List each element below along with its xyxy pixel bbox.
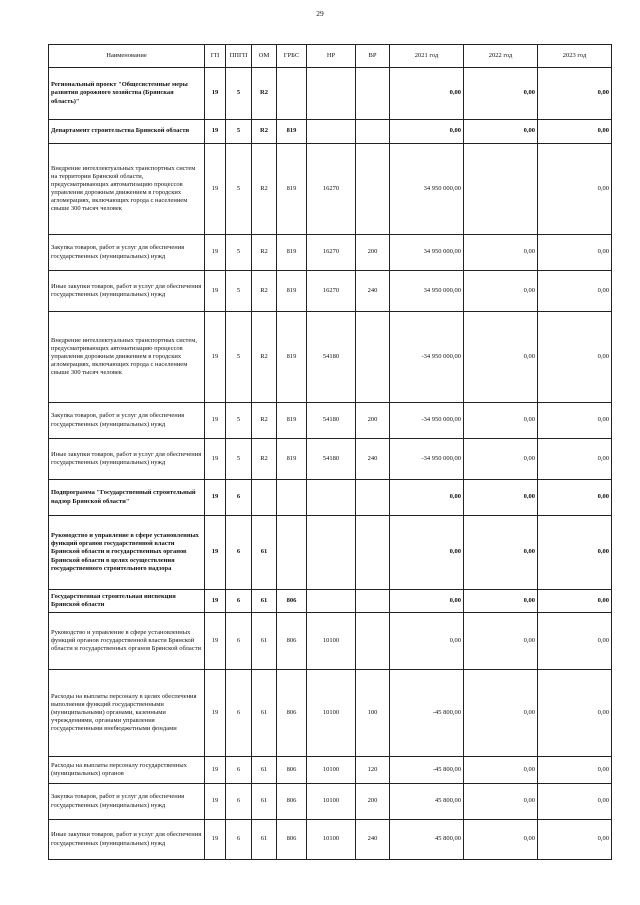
table-row: [49, 480, 612, 516]
cell-2022: 0,00: [464, 271, 538, 312]
column-header-ppgp: ППГП: [226, 45, 252, 68]
cell-vr: [356, 312, 390, 403]
table-row: [49, 403, 612, 439]
cell-2021: 0,00: [390, 613, 464, 670]
page-number: 29: [316, 9, 324, 18]
column-header-vr: ВР: [356, 45, 390, 68]
cell-gp: 19: [205, 670, 226, 757]
cell-ppgp: 5: [226, 312, 252, 403]
cell-2021: -34 950 000,00: [390, 312, 464, 403]
cell-nr: 10100: [307, 820, 356, 860]
cell-grbs: [277, 480, 307, 516]
cell-om: 61: [252, 613, 277, 670]
cell-grbs: 806: [277, 784, 307, 820]
cell-grbs: [277, 516, 307, 590]
table-row: [49, 590, 612, 613]
cell-2022: 0,00: [464, 235, 538, 271]
cell-2022: 0,00: [464, 312, 538, 403]
cell-nr: 54180: [307, 312, 356, 403]
column-header-om: ОМ: [252, 45, 277, 68]
cell-ppgp: 6: [226, 784, 252, 820]
cell-gp: 19: [205, 784, 226, 820]
column-header-2022: 2022 год: [464, 45, 538, 68]
table-header-row: [49, 45, 612, 68]
cell-om: R2: [252, 120, 277, 144]
table-row: [49, 144, 612, 235]
column-header-gp: ГП: [205, 45, 226, 68]
cell-ppgp: 5: [226, 120, 252, 144]
table-row: [49, 235, 612, 271]
cell-gp: 19: [205, 480, 226, 516]
table-row: [49, 757, 612, 784]
table-row: [49, 439, 612, 480]
cell-nr: [307, 68, 356, 120]
cell-2023: 0,00: [538, 480, 612, 516]
column-header-2023: 2023 год: [538, 45, 612, 68]
cell-ppgp: 5: [226, 144, 252, 235]
cell-2022: 0,00: [464, 516, 538, 590]
cell-grbs: 819: [277, 403, 307, 439]
cell-2022: 0,00: [464, 480, 538, 516]
cell-grbs: 806: [277, 590, 307, 613]
table-body: [49, 68, 612, 860]
cell-gp: 19: [205, 120, 226, 144]
cell-name: Региональный проект "Общесистемные меры развития дорожного хозяйства (Брянская область)": [49, 68, 205, 120]
cell-om: 61: [252, 757, 277, 784]
cell-nr: 10100: [307, 613, 356, 670]
cell-vr: 200: [356, 235, 390, 271]
cell-nr: 16270: [307, 271, 356, 312]
cell-2021: 45 800,00: [390, 820, 464, 860]
cell-grbs: 806: [277, 820, 307, 860]
column-header-2021: 2021 год: [390, 45, 464, 68]
cell-2021: 0,00: [390, 480, 464, 516]
cell-vr: [356, 144, 390, 235]
cell-name: Расходы на выплаты персоналу государственных (муниципальных) органов: [49, 757, 205, 784]
cell-nr: 54180: [307, 403, 356, 439]
cell-ppgp: 6: [226, 613, 252, 670]
cell-vr: [356, 68, 390, 120]
column-header-name: Наименование: [49, 45, 205, 68]
cell-2023: 0,00: [538, 439, 612, 480]
table-row: [49, 784, 612, 820]
cell-name: Департамент строительства Брянской области: [49, 120, 205, 144]
cell-gp: 19: [205, 820, 226, 860]
cell-2023: 0,00: [538, 757, 612, 784]
cell-nr: [307, 120, 356, 144]
cell-gp: 19: [205, 403, 226, 439]
cell-name: Руководство и управление в сфере установленных функций органов государственной власти Брянской области и государственных органов Брянской области: [49, 613, 205, 670]
cell-2023: 0,00: [538, 670, 612, 757]
cell-vr: 200: [356, 403, 390, 439]
cell-grbs: 819: [277, 271, 307, 312]
cell-gp: 19: [205, 68, 226, 120]
cell-vr: 240: [356, 439, 390, 480]
cell-2023: 0,00: [538, 144, 612, 235]
column-header-nr: НР: [307, 45, 356, 68]
cell-nr: 10100: [307, 784, 356, 820]
cell-2023: 0,00: [538, 820, 612, 860]
cell-om: [252, 480, 277, 516]
cell-2023: 0,00: [538, 403, 612, 439]
cell-nr: 54180: [307, 439, 356, 480]
cell-nr: 16270: [307, 144, 356, 235]
table-row: [49, 613, 612, 670]
cell-grbs: 806: [277, 613, 307, 670]
cell-name: Иные закупки товаров, работ и услуг для обеспечения государственных (муниципальных) нужд: [49, 271, 205, 312]
cell-2021: 0,00: [390, 120, 464, 144]
cell-ppgp: 6: [226, 480, 252, 516]
cell-gp: 19: [205, 271, 226, 312]
cell-2022: 0,00: [464, 120, 538, 144]
cell-2022: 0,00: [464, 613, 538, 670]
cell-2023: 0,00: [538, 516, 612, 590]
cell-name: Расходы на выплаты персоналу в целях обеспечения выполнения функций государственными (муниципальными) органами, казенными учреждениями, органами управления государственными внебюджетными фондами: [49, 670, 205, 757]
cell-nr: 16270: [307, 235, 356, 271]
cell-gp: 19: [205, 590, 226, 613]
table-row: [49, 120, 612, 144]
cell-vr: [356, 120, 390, 144]
cell-vr: 100: [356, 670, 390, 757]
cell-nr: [307, 516, 356, 590]
cell-om: R2: [252, 144, 277, 235]
cell-ppgp: 5: [226, 271, 252, 312]
cell-2021: 0,00: [390, 68, 464, 120]
cell-om: 61: [252, 516, 277, 590]
cell-grbs: 819: [277, 312, 307, 403]
cell-grbs: 819: [277, 439, 307, 480]
cell-om: 61: [252, 590, 277, 613]
cell-gp: 19: [205, 516, 226, 590]
cell-2022: 0,00: [464, 820, 538, 860]
cell-om: R2: [252, 235, 277, 271]
cell-ppgp: 6: [226, 590, 252, 613]
cell-name: Внедрение интеллектуальных транспортных систем, предусматривающих автоматизацию процессов управления дорожным движением в городских агломерациях, включающих города с населением свыше 300 тысяч человек: [49, 312, 205, 403]
cell-name: Иные закупки товаров, работ и услуг для обеспечения государственных (муниципальных) нужд: [49, 439, 205, 480]
cell-ppgp: 5: [226, 68, 252, 120]
cell-nr: [307, 480, 356, 516]
cell-2021: -34 950 000,00: [390, 403, 464, 439]
cell-om: R2: [252, 403, 277, 439]
cell-ppgp: 5: [226, 235, 252, 271]
cell-grbs: 819: [277, 144, 307, 235]
table-row: [49, 312, 612, 403]
cell-name: Закупка товаров, работ и услуг для обеспечения государственных (муниципальных) нужд: [49, 403, 205, 439]
cell-vr: 200: [356, 784, 390, 820]
cell-grbs: 806: [277, 757, 307, 784]
cell-grbs: 819: [277, 235, 307, 271]
cell-gp: 19: [205, 235, 226, 271]
cell-nr: [307, 590, 356, 613]
cell-2023: 0,00: [538, 271, 612, 312]
cell-nr: 10100: [307, 757, 356, 784]
cell-name: Иные закупки товаров, работ и услуг для обеспечения государственных (муниципальных) нужд: [49, 820, 205, 860]
cell-gp: 19: [205, 439, 226, 480]
cell-2023: 0,00: [538, 613, 612, 670]
cell-ppgp: 6: [226, 670, 252, 757]
cell-vr: [356, 590, 390, 613]
cell-2022: 0,00: [464, 784, 538, 820]
cell-2022: 0,00: [464, 68, 538, 120]
cell-2023: 0,00: [538, 312, 612, 403]
cell-2021: 34 950 000,00: [390, 235, 464, 271]
cell-2021: 45 800,00: [390, 784, 464, 820]
cell-om: R2: [252, 68, 277, 120]
cell-ppgp: 5: [226, 439, 252, 480]
cell-2022: 0,00: [464, 590, 538, 613]
cell-name: Руководство и управление в сфере установленных функций органов государственной власти Брянской области и государственных органов Брянской области в целях осуществления государственного строительного надзора: [49, 516, 205, 590]
cell-vr: [356, 480, 390, 516]
table-row: [49, 68, 612, 120]
cell-name: Государственная строительная инспекция Брянской области: [49, 590, 205, 613]
cell-vr: 240: [356, 820, 390, 860]
cell-grbs: 806: [277, 670, 307, 757]
cell-vr: 240: [356, 271, 390, 312]
cell-gp: 19: [205, 613, 226, 670]
cell-2023: 0,00: [538, 590, 612, 613]
cell-2023: 0,00: [538, 784, 612, 820]
cell-2023: 0,00: [538, 120, 612, 144]
cell-2021: 0,00: [390, 590, 464, 613]
cell-ppgp: 6: [226, 757, 252, 784]
cell-ppgp: 5: [226, 403, 252, 439]
cell-2022: [464, 144, 538, 235]
cell-2021: -34 950 000,00: [390, 439, 464, 480]
cell-2022: 0,00: [464, 757, 538, 784]
cell-ppgp: 6: [226, 516, 252, 590]
cell-om: 61: [252, 784, 277, 820]
table-row: [49, 670, 612, 757]
cell-vr: 120: [356, 757, 390, 784]
table-row: [49, 516, 612, 590]
cell-vr: [356, 516, 390, 590]
cell-2023: 0,00: [538, 235, 612, 271]
cell-gp: 19: [205, 144, 226, 235]
budget-table: [48, 44, 612, 860]
cell-2023: 0,00: [538, 68, 612, 120]
cell-vr: [356, 613, 390, 670]
cell-om: R2: [252, 439, 277, 480]
cell-name: Закупка товаров, работ и услуг для обеспечения государственных (муниципальных) нужд: [49, 235, 205, 271]
cell-grbs: 819: [277, 120, 307, 144]
cell-grbs: [277, 68, 307, 120]
cell-nr: 10100: [307, 670, 356, 757]
table-row: [49, 271, 612, 312]
cell-2021: -45 800,00: [390, 670, 464, 757]
cell-gp: 19: [205, 757, 226, 784]
cell-om: R2: [252, 271, 277, 312]
cell-om: 61: [252, 670, 277, 757]
cell-2021: -45 800,00: [390, 757, 464, 784]
cell-om: R2: [252, 312, 277, 403]
table-row: [49, 820, 612, 860]
cell-name: Внедрение интеллектуальных транспортных систем на территории Брянской области, предусматривающих автоматизацию процессов управления дорожным движением в городских агломерациях, включающих города с населением свыше 300 тысяч человек: [49, 144, 205, 235]
cell-2022: 0,00: [464, 403, 538, 439]
cell-name: Подпрограмма "Государственный строительный надзор Брянской области": [49, 480, 205, 516]
cell-2021: 0,00: [390, 516, 464, 590]
column-header-grbs: ГРБС: [277, 45, 307, 68]
cell-om: 61: [252, 820, 277, 860]
cell-gp: 19: [205, 312, 226, 403]
cell-ppgp: 6: [226, 820, 252, 860]
cell-2022: 0,00: [464, 670, 538, 757]
cell-2021: 34 950 000,00: [390, 271, 464, 312]
cell-2021: 34 950 000,00: [390, 144, 464, 235]
cell-2022: 0,00: [464, 439, 538, 480]
cell-name: Закупка товаров, работ и услуг для обеспечения государственных (муниципальных) нужд: [49, 784, 205, 820]
